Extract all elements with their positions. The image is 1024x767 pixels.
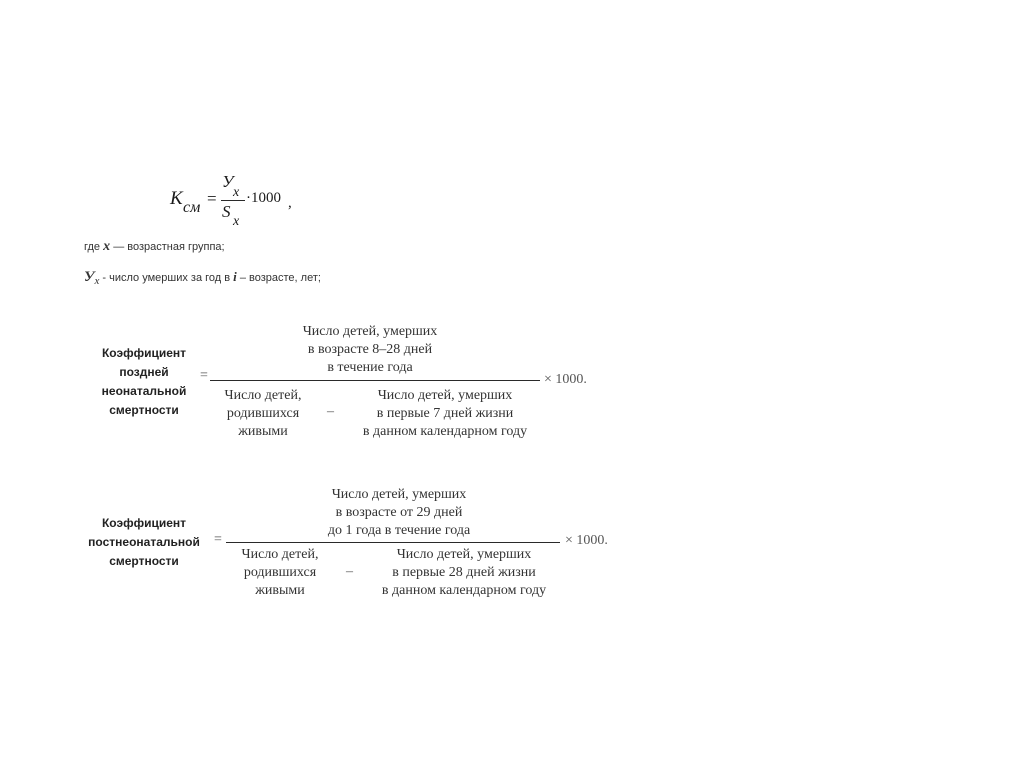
multiplier: × 1000. [544, 372, 587, 387]
denominator-line: родившихся [243, 565, 317, 580]
label-line: смертности [109, 554, 179, 568]
denominator-subscript: x [233, 214, 240, 229]
numerator [284, 486, 514, 540]
equals-sign: = [200, 368, 208, 383]
denominator-line: Число детей, умерших [377, 388, 513, 403]
denominator-born-alive [208, 387, 318, 441]
denominator-line: в данном календарном году [362, 424, 528, 439]
numerator-line: в возрасте от 29 дней [335, 505, 463, 520]
legend-u-symbol: У [84, 269, 95, 285]
denominator-line: в первые 28 дней жизни [392, 565, 536, 580]
numerator-line: до 1 года в течение года [327, 523, 471, 538]
label-line: поздней [119, 365, 169, 379]
label-line: смертности [109, 403, 179, 417]
legend-x-text: — возрастная группа; [113, 241, 225, 253]
numerator-symbol: У [222, 172, 234, 191]
legend-x-symbol: x [103, 239, 111, 254]
numerator-line: в течение года [327, 360, 413, 375]
label-line: Коэффициент [101, 346, 187, 360]
fraction-bar [221, 200, 245, 201]
k-symbol: K [170, 188, 183, 209]
numerator [250, 323, 490, 377]
multiplier: ·1000 [246, 190, 281, 206]
multiplier: × 1000. [565, 533, 608, 548]
numerator-subscript: x [233, 185, 240, 200]
label-line: постнеонатальной [88, 535, 200, 549]
postneonatal-label [78, 514, 210, 571]
legend-u-subscript: x [94, 275, 100, 287]
denominator-line: Число детей, [224, 388, 302, 403]
legend-i-symbol: i [233, 269, 237, 284]
label-line: Коэффициент [101, 516, 187, 530]
minus-sign: – [346, 564, 353, 579]
denominator-line: в данном календарном году [381, 583, 547, 598]
legend-where: где [84, 241, 101, 253]
denominator-line: родившихся [226, 406, 300, 421]
denominator-died-first-days [362, 546, 566, 600]
equals-sign: = [207, 189, 217, 208]
denominator-line: в первые 7 дней жизни [376, 406, 514, 421]
minus-sign: – [327, 404, 334, 419]
denominator-born-alive [225, 546, 335, 600]
legend-u-text2: – возрасте, лет; [239, 272, 321, 284]
denominator-died-first-days [345, 387, 545, 441]
denominator-line: Число детей, умерших [396, 547, 532, 562]
legend-line-ux [84, 269, 321, 286]
k-subscript: см [183, 199, 201, 216]
fraction-bar [226, 542, 560, 543]
label-line: неонатальной [101, 384, 187, 398]
numerator-line: Число детей, умерших [331, 487, 467, 502]
equals-sign: = [214, 532, 222, 547]
denominator-line: живыми [255, 583, 305, 598]
numerator-line: в возрасте 8–28 дней [307, 342, 433, 357]
numerator-line: Число детей, умерших [302, 324, 438, 339]
fraction-bar [210, 380, 540, 381]
late-neonatal-label [84, 344, 204, 420]
legend-line-x [84, 239, 225, 255]
denominator-symbol: S [222, 202, 231, 221]
denominator-line: живыми [238, 424, 288, 439]
comma: , [288, 195, 292, 211]
legend-u-text: - число умерших за год в [102, 272, 231, 284]
denominator-line: Число детей, [241, 547, 319, 562]
